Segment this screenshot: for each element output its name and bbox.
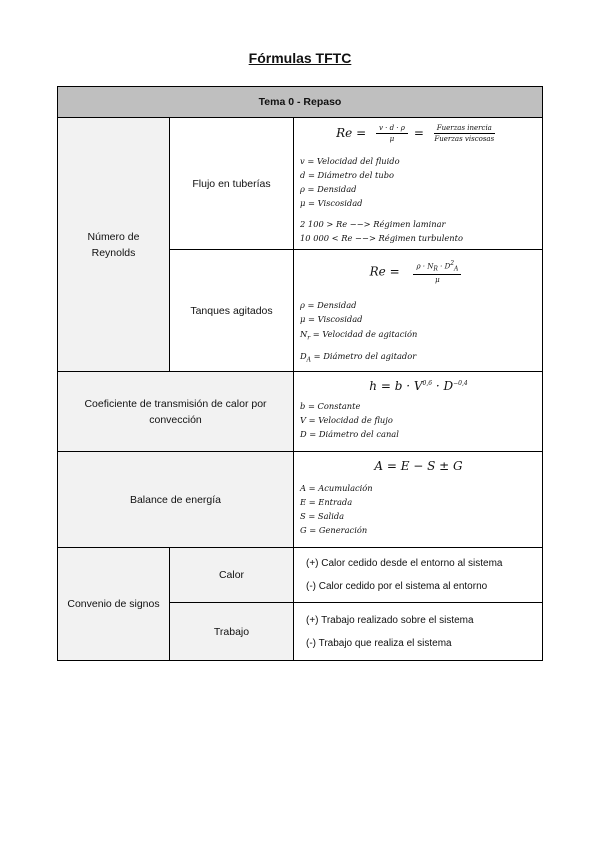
num-mid: · D — [437, 262, 451, 271]
regime-line: 2 100 > Re −−> Régimen laminar — [300, 219, 446, 229]
def-line: d = Diámetro del tubo — [300, 170, 394, 180]
formula-table — [57, 86, 543, 661]
def-line — [300, 327, 537, 346]
tanques-label: Tanques agitados — [170, 250, 294, 372]
def-line — [300, 349, 537, 368]
sign-line: (-) Calor cedido por el sistema al entorno — [306, 581, 488, 593]
eq-fraction — [413, 260, 461, 284]
def-line: v = Velocidad del fluido — [300, 156, 400, 166]
def-sub: A — [306, 356, 311, 364]
eq-main: h = b · V — [369, 379, 423, 394]
def-text: = Velocidad de agitación — [310, 329, 418, 339]
balance-formula-cell — [294, 452, 543, 548]
flujo-formula-cell — [294, 118, 543, 250]
num-sub2: A — [454, 265, 459, 273]
eq-fraction-2 — [434, 124, 495, 143]
num-part: ρ · N — [416, 262, 434, 271]
sign-line: (+) Calor cedido desde el entorno al sistema — [306, 558, 503, 570]
eq-mid: · D — [432, 379, 454, 394]
table-header: Tema 0 - Repaso — [58, 87, 543, 118]
num-sup: 2 — [450, 260, 455, 267]
sign-line: (-) Trabajo que realiza el sistema — [306, 637, 452, 649]
reynolds-tanques-equation: Re = $\frac{\rho \cdot N_R \cdot D^2_A}{\mu}$ — [300, 260, 537, 290]
num-sub: R — [433, 265, 438, 273]
eq-num — [413, 260, 461, 275]
eq-den-2: Fuerzas viscosas — [434, 135, 495, 143]
def-line: V = Velocidad de flujo — [300, 415, 393, 426]
eq-den-1: μ — [389, 135, 395, 143]
balance-label: Balance de energía — [58, 452, 294, 548]
def-line: μ = Viscosidad — [300, 314, 363, 324]
eq-lhs: Re — [336, 126, 353, 140]
def-line: D = Diámetro del canal — [300, 429, 399, 440]
eq-lhs: Re — [369, 264, 386, 279]
reynolds-label — [58, 118, 170, 372]
flujo-label: Flujo en tuberías — [170, 118, 294, 250]
trabajo-cell — [294, 603, 543, 661]
def-line: ρ = Densidad — [300, 184, 357, 194]
sign-line: (+) Trabajo realizado sobre el sistema — [306, 614, 474, 626]
convenio-label: Convenio de signos — [58, 548, 170, 661]
eq-num-2: Fuerzas inercia — [434, 124, 495, 134]
reynolds-label-text: Número de Reynolds — [87, 230, 140, 259]
coef-equation — [300, 379, 537, 399]
eq-num-1: v · d · ρ — [376, 124, 408, 134]
def-sub: r — [307, 334, 311, 342]
def-text: = Diámetro del agitador — [311, 350, 417, 361]
coef-label-text: Coeficiente de transmisión de calor por convección — [84, 397, 267, 426]
eq-den: μ — [435, 275, 440, 284]
def-symbol: D — [300, 350, 307, 361]
def-line: ρ = Densidad — [300, 300, 357, 310]
regime-line: 10 000 < Re −−> Régimen turbulento — [300, 233, 463, 243]
page-title: Fórmulas TFTC — [248, 50, 352, 66]
def-line: b = Constante — [300, 401, 361, 412]
eq-fraction-1 — [376, 124, 408, 143]
reynolds-flujo-equation: Re = $\frac{v \cdot d \cdot \rho}{\mu}$ = $\frac{\text{Fuerzas inercia}}{\text{Fuerzas viscosas}}$ — [336, 124, 495, 143]
calor-label: Calor — [170, 548, 294, 603]
eq-exp2: −0,4 — [453, 380, 468, 388]
balance-equation: A = E − S ± G — [374, 459, 463, 474]
def-line: G = Generación — [300, 525, 368, 536]
trabajo-label: Trabajo — [170, 603, 294, 661]
def-line: E = Entrada — [300, 497, 353, 508]
def-symbol: N — [300, 329, 308, 339]
tanques-formula-cell — [294, 250, 543, 372]
def-line: A = Acumulación — [300, 483, 373, 494]
coef-formula-cell — [294, 372, 543, 452]
def-line: μ = Viscosidad — [300, 198, 363, 208]
coef-label — [58, 372, 294, 452]
calor-cell — [294, 548, 543, 603]
eq-exp1: 0,6 — [422, 380, 433, 388]
def-line: S = Salida — [300, 511, 345, 522]
